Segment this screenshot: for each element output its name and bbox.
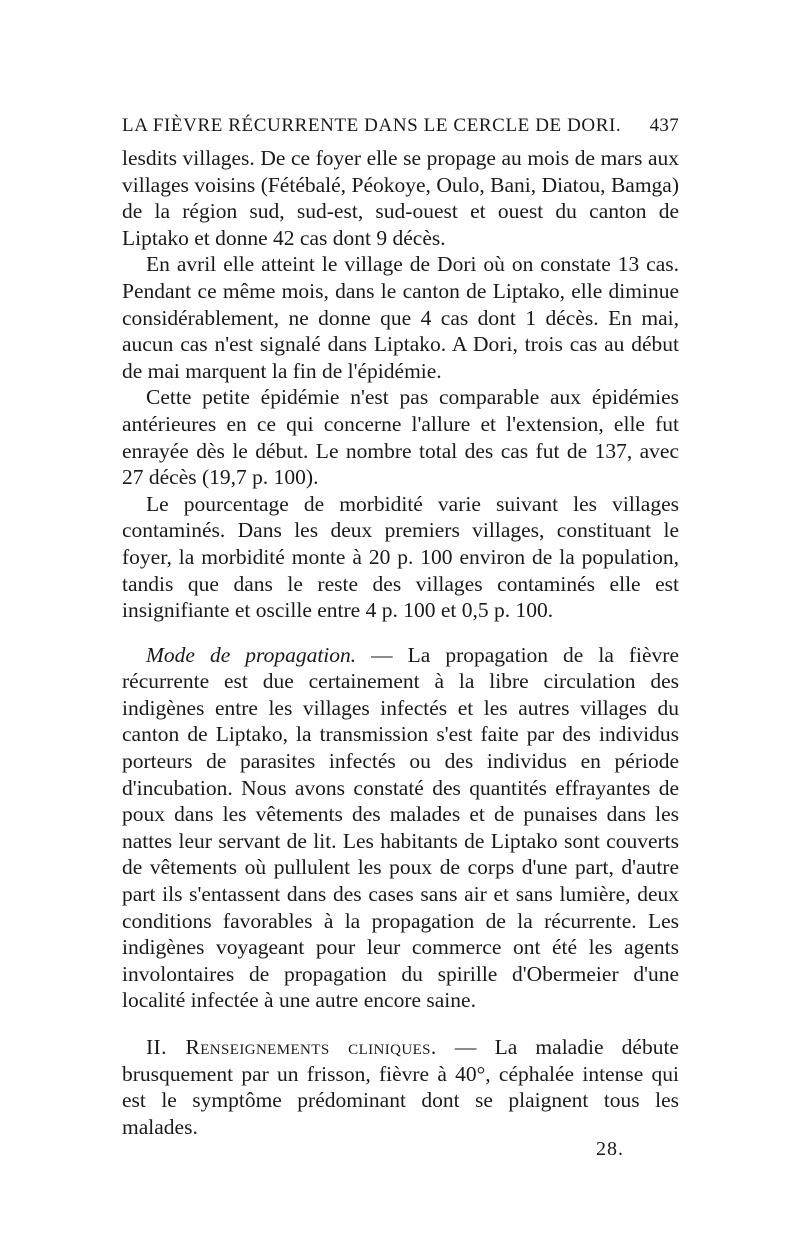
- page-number: 437: [649, 115, 679, 136]
- paragraph-mode-de-propagation: [122, 642, 679, 1014]
- paragraph-4: Le pourcentage de morbidité varie suivant les villages contaminés. Dans les deux premiers villages, constituant le foyer, la morbidité monte à 20 p. 100 environ de la population, tandis que dans le reste des villages contaminés elle est insignifiante et oscille entre 4 p. 100 et 0,5 p. 100.: [122, 491, 679, 623]
- section-heading-clinical: II. Renseignements cliniques.: [146, 1035, 437, 1059]
- section-heading-propagation: Mode de propagation.: [146, 642, 357, 667]
- paragraph-3: Cette petite épidémie n'est pas comparable aux épidémies antérieures en ce qui concerne l'allure et l'extension, elle fut enrayée dès le début. Le nombre total des cas fut de 137, avec 27 décès (19,7 p. 100).: [122, 385, 679, 490]
- running-header: [122, 115, 679, 137]
- running-title: LA FIÈVRE RÉCURRENTE DANS LE CERCLE DE DORI.: [122, 115, 622, 136]
- paragraph-1: lesdits villages. De ce foyer elle se propage au mois de mars aux villages voisins (Fétébalé, Péokoye, Oulo, Bani, Diatou, Bamga) de la région sud, sud-est, sud-ouest et ouest du canton de Liptako et donne 42 cas dont 9 décès.: [122, 146, 679, 250]
- document-page: [122, 115, 679, 1140]
- paragraph-6-body: — La maladie débute brusquement par un frisson, fièvre à 40°, céphalée intense qui est le symptôme prédominant dont se plaignent tous les malades.: [122, 1035, 679, 1139]
- signature-mark: 28.: [596, 1138, 624, 1160]
- paragraph-2: En avril elle atteint le village de Dori où on constate 13 cas. Pendant ce même mois, dans le canton de Liptako, elle diminue considérablement, ne donne que 4 cas dont 1 décès. En mai, aucun cas n'est signalé dans Liptako. A Dori, trois cas au début de mai marquent la fin de l'épidémie.: [122, 252, 679, 383]
- paragraph-5-body: — La propagation de la fièvre récurrente est due certainement à la libre circulation des indigènes entre les villages infectés et les autres villages du canton de Liptako, la transmission s'est faite par des individus porteurs de parasites infectés ou des individus en période d'incubation. Nous avons constaté des quantités effrayantes de poux dans les vêtements des malades et de punaises dans les nattes leur servant de lit. Les habitants de Liptako sont couverts de vêtements où pullulent les poux de corps d'une part, d'autre part ils s'entassent dans des cases sans air et sans lumière, deux conditions favorables à la propagation de la récurrente. Les indigènes voyageant pour leur commerce ont été les agents involontaires de propagation du spirille d'Obermeier d'une localité infectée à une autre encore saine.: [122, 642, 679, 1013]
- paragraph-renseignements-cliniques: [122, 1034, 679, 1140]
